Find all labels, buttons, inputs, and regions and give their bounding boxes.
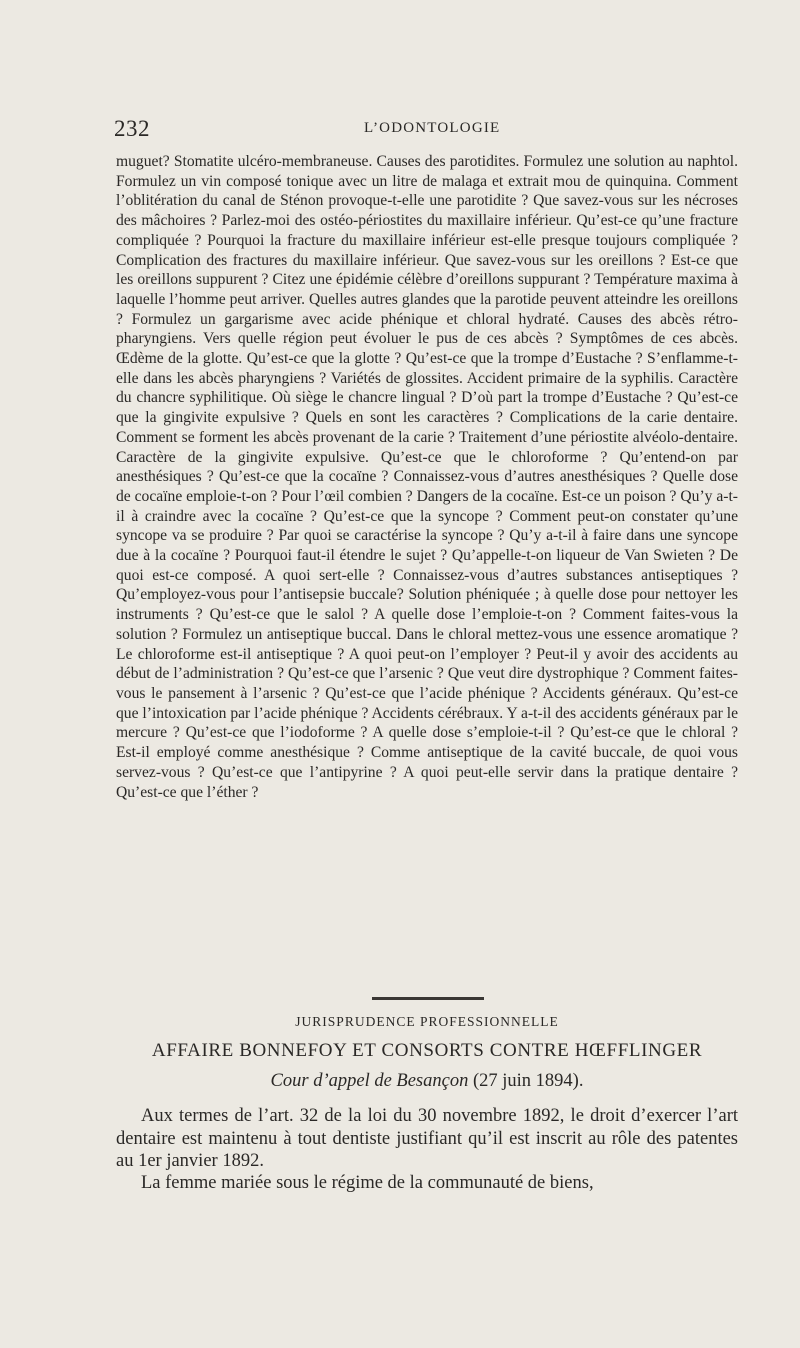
page-number: 232 (114, 116, 150, 141)
paragraph-1: Aux termes de l’art. 32 de la loi du 30 novembre 1892, le droit d’exercer l’art dentaire est maintenu à tout dentiste justifiant qu’il est inscrit au rôle des patentes au 1er janvier 1892. (116, 1106, 738, 1171)
judgment-date: (27 juin 1894). (472, 1071, 584, 1091)
paragraph-2: La femme mariée sous le régime de la communauté de biens, (141, 1173, 594, 1193)
journal-title: L’ODONTOLOGIE (364, 120, 501, 136)
exam-questions-text: muguet? Stomatite ulcéro-membraneuse. Causes des parotidites. Formulez une solution au naphtol. Formulez un vin composé tonique avec un litre de malaga et extrait mou de quinquina. Comment l’oblitération du canal de Sténon provoque-t-elle une parotidite ? Que savez-vous sur les nécroses des mâchoires ? Parlez-moi des ostéo-périostites du maxillaire inférieur. Qu’est-ce qu’une fracture compliquée ? Pourquoi la fracture du maxillaire inférieur est-elle presque toujours compliquée ? Complication des fractures du maxillaire inférieur. Que savez-vous sur les oreillons ? Est-ce que les oreillons suppurent ? Citez une épidémie célèbre d’oreillons suppurant ? Température maxima à laquelle l’homme peut arriver. Quelles autres glandes que la parotide peuvent atteindre les oreillons ? Formulez un gargarisme avec acide phénique et chloral hydraté. Causes des abcès rétro-pharyngiens. Vers quelle région peut évoluer le pus de ces abcès ? Symptômes de ces abcès. Œdème de la glotte. Qu’est-ce que la glotte ? Qu’est-ce que la trompe d’Eustache ? S’enflamme-t-elle dans les abcès pharyngiens ? Variétés de glossites. Accident primaire de la syphilis. Caractère du chancre syphilitique. Où siège le chancre lingual ? D’où part la trompe d’Eustache ? Qu’est-ce que la gingivite expulsive ? Quels en sont les caractères ? Complications de la carie dentaire. Comment se forment les abcès provenant de la carie ? Traitement d’une périostite alvéolo-dentaire. Caractère de la gingivite expulsive. Qu’est-ce que le chloroforme ? Qu’entend-on par anesthésiques ? Qu’est-ce que la cocaïne ? Connaissez-vous d’autres anesthésiques ? Quelle dose de cocaïne emploie-t-on ? Pour l’œil combien ? Dangers de la cocaïne. Est-ce un poison ? Qu’y a-t-il à craindre avec la cocaïne ? Qu’est-ce que la syncope ? Comment peut-on constater qu’une syncope va se produire ? Par quoi se caractérise la syncope ? Qu’y a-t-il à faire dans une syncope due à la cocaïne ? Pourquoi faut-il étendre le sujet ? Qu’appelle-t-on liqueur de Van Swieten ? De quoi est-ce composé. A quoi sert-elle ? Connaissez-vous d’autres substances antiseptiques ? Qu’employez-vous pour l’antisepsie buccale? Solution phéniquée ; à quelle dose pour nettoyer les instruments ? Qu’est-ce que le salol ? A quelle dose l’emploie-t-on ? Comment faites-vous la solution ? Formulez un antiseptique buccal. Dans le chloral mettez-vous une essence aromatique ? Le chloroforme est-il antiseptique ? A quoi peut-on l’employer ? Peut-il y avoir des accidents au début de l’administration ? Qu’est-ce que l’arsenic ? Que veut dire dystrophique ? Comment faites-vous le pansement à l’arsenic ? Qu’est-ce que l’acide phénique ? Accidents généraux. Qu’est-ce que l’intoxication par l’acide phénique ? Accidents cérébraux. Y a-t-il des accidents généraux par le mercure ? Qu’est-ce que l’iodoforme ? A quelle dose s’emploie-t-il ? Qu’est-ce que le chloral ? Est-il employé comme anesthésique ? Comme antiseptique de la cavité buccale, de quoi vous servez-vous ? Qu’est-ce que l’antipyrine ? A quoi peut-elle servir dans la pratique dentaire ? Qu’est-ce que l’éther ? (116, 153, 738, 801)
running-head (114, 116, 740, 142)
section-heading: JURISPRUDENCE PROFESSIONNELLE (295, 1014, 559, 1029)
court-name: Cour d’appel de Besançon (270, 1071, 469, 1091)
case-title: AFFAIRE BONNEFOY ET CONSORTS CONTRE HŒFFLINGER (151, 1040, 703, 1061)
section-divider (372, 997, 484, 1000)
court-line (116, 1071, 738, 1092)
